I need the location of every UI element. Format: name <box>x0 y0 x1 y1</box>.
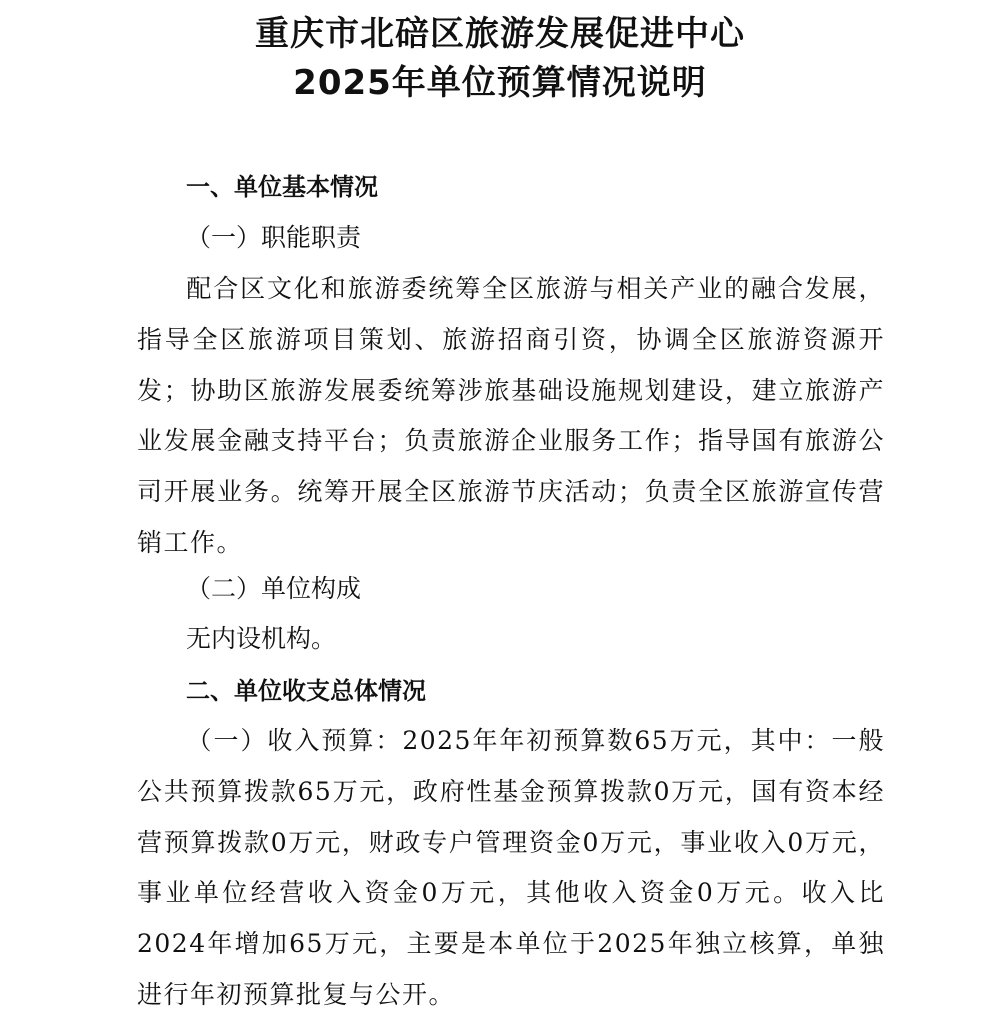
section-heading-income-expenditure: 二、单位收支总体情况 <box>186 677 426 705</box>
paragraph-income-budget-text: （一）收入预算：2025年年初预算数65万元，其中：一般公共预算拨款65万元，政府性基金预算拨款0万元，国有资本经营预算拨款0万元，财政专户管理资金0万元，事业收入0万元，事业单位经营收入资金0万元，其他收入资金0万元。收入比2024年增加65万元，主要是本单位于2025年独立核算，单独进行年初预算批复与公开。 <box>137 726 885 1009</box>
section-heading-basic-info: 一、单位基本情况 <box>186 173 378 201</box>
paragraph-structure: 无内设机构。 <box>186 624 337 653</box>
subheading-duties: （一）职能职责 <box>186 223 362 252</box>
subheading-structure: （二）单位构成 <box>186 574 362 603</box>
paragraph-income-budget <box>137 716 885 1021</box>
document-title-line2: 2025年单位预算情况说明 <box>293 63 707 103</box>
document-title-line1: 重庆市北碚区旅游发展促进中心 <box>255 14 745 54</box>
paragraph-duties <box>137 264 885 569</box>
paragraph-duties-text: 配合区文化和旅游委统筹全区旅游与相关产业的融合发展，指导全区旅游项目策划、旅游招商引资，协调全区旅游资源开发；协助区旅游发展委统筹涉旅基础设施规划建设，建立旅游产业发展金融支持平台；负责旅游企业服务工作；指导国有旅游公司开展业务。统筹开展全区旅游节庆活动；负责全区旅游宣传营销工作。 <box>137 274 885 557</box>
